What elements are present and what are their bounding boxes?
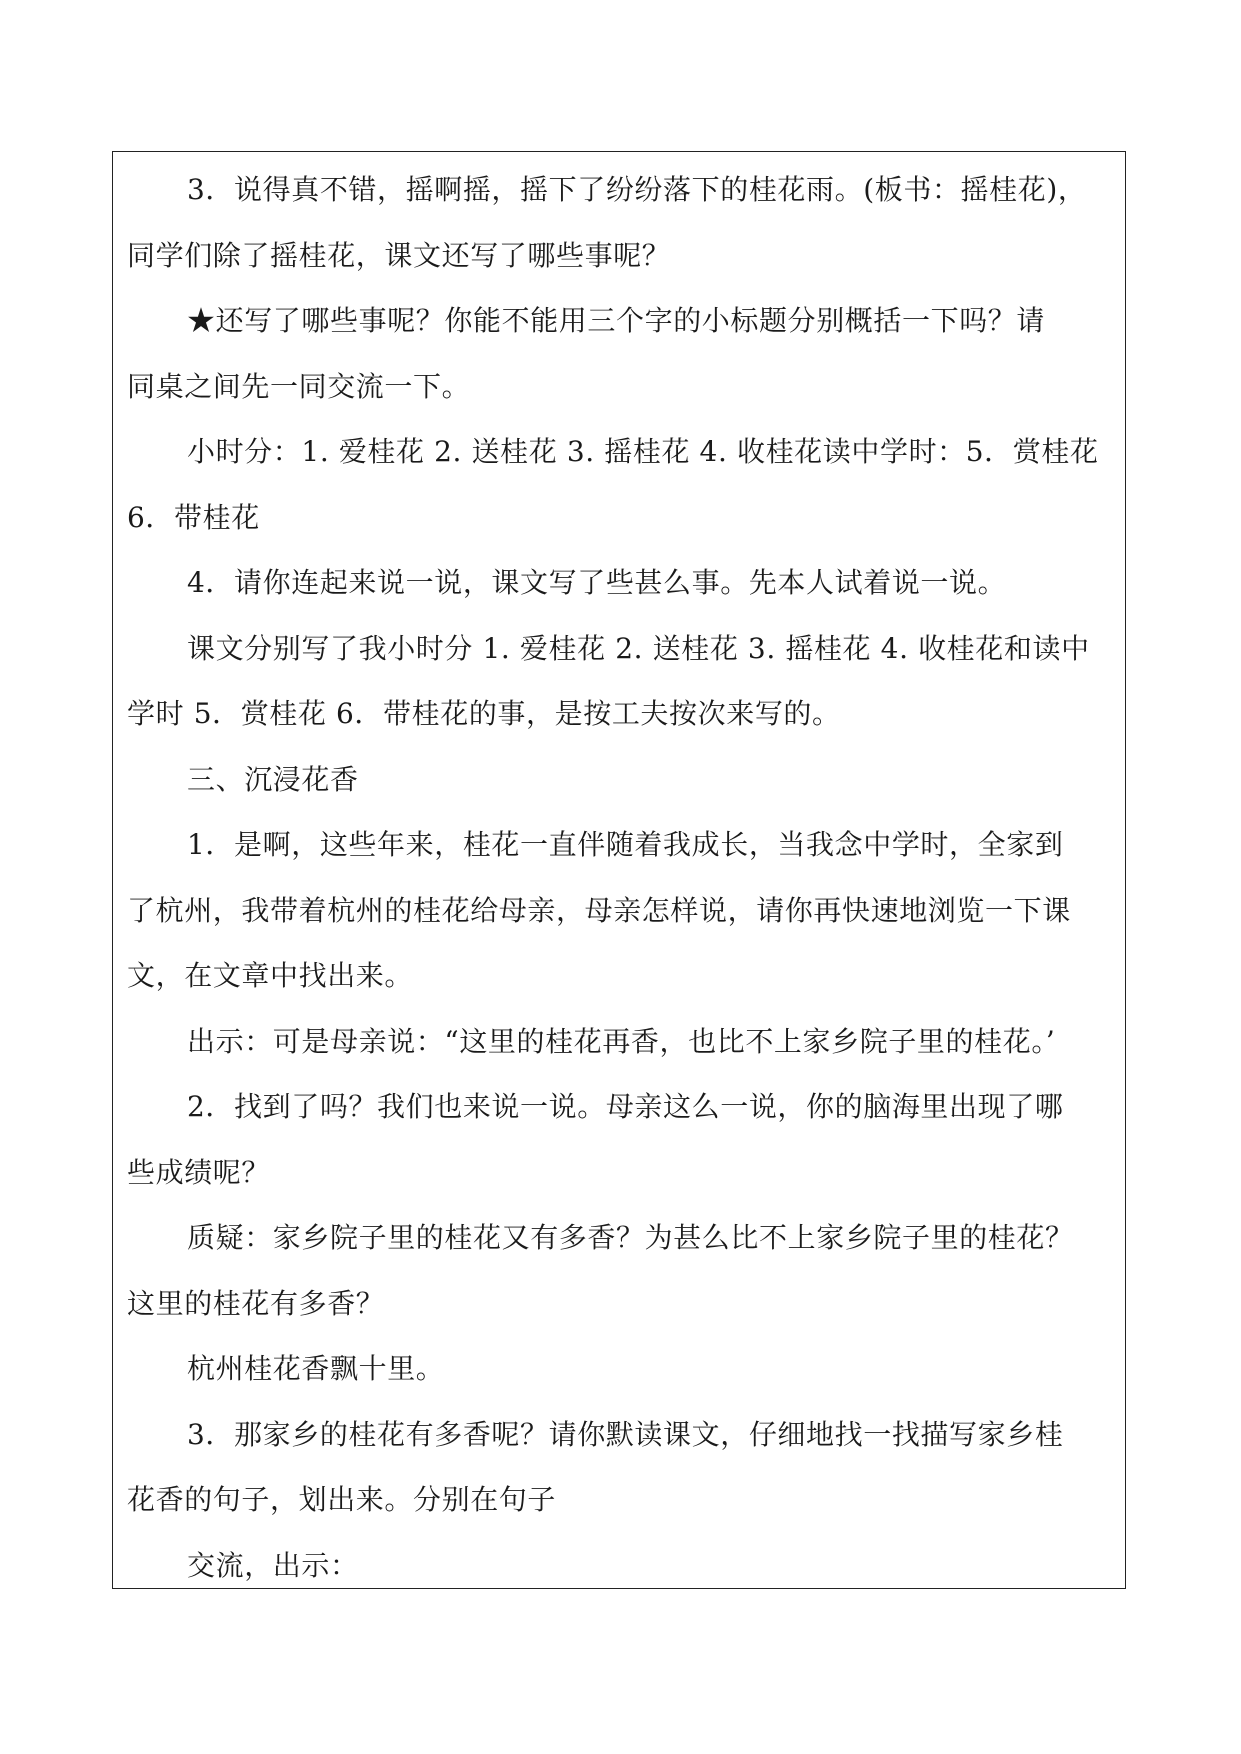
text-line-18: 这里的桂花有多香？ (127, 1286, 385, 1320)
text-line-3: ★还写了哪些事呢？你能不能用三个字的小标题分别概括一下吗？请 (187, 304, 1046, 337)
text-line-9: 学时 5．赏桂花 6．带桂花的事，是按工夫按次来写的。 (127, 697, 841, 730)
text-line-13: 文，在文章中找出来。 (127, 959, 414, 992)
text-line-2: 同学们除了摇桂花，课文还写了哪些事呢？ (127, 238, 671, 272)
text-line-21: 花香的句子，划出来。分别在句子 (127, 1483, 557, 1516)
text-line-19: 杭州桂花香飘十里。 (187, 1352, 445, 1385)
text-line-14: 出示：可是母亲说：“这里的桂花再香，也比不上家乡院子里的桂花。’ (187, 1024, 1056, 1058)
text-line-1: 3．说得真不错，摇啊摇，摇下了纷纷落下的桂花雨。(板书：摇桂花)， (187, 173, 1087, 206)
text-line-6: 6．带桂花 (127, 500, 260, 534)
text-line-11: 1．是啊，这些年来，桂花一直伴随着我成长，当我念中学时，全家到 (187, 828, 1064, 861)
document-frame (112, 151, 1126, 1589)
document-body (127, 170, 1112, 1589)
text-line-17: 质疑：家乡院子里的桂花又有多香？为甚么比不上家乡院子里的桂花？ (187, 1221, 1074, 1254)
text-line-8: 课文分别写了我小时分 1. 爱桂花 2. 送桂花 3. 摇桂花 4. 收桂花和读中 (187, 631, 1090, 665)
text-line-5: 小时分：1. 爱桂花 2. 送桂花 3. 摇桂花 4. 收桂花读中学时：5．赏桂花 (187, 435, 1099, 468)
text-line-20: 3．那家乡的桂花有多香呢？请你默读课文，仔细地找一找描写家乡桂 (187, 1417, 1064, 1451)
text-line-12: 了杭州，我带着杭州的桂花给母亲，母亲怎样说，请你再快速地浏览一下课 (127, 893, 1071, 927)
text-line-15: 2．找到了吗？我们也来说一说。母亲这么一说，你的脑海里出现了哪 (187, 1090, 1064, 1123)
text-line-16: 些成绩呢？ (127, 1155, 271, 1189)
text-line-22: 交流，出示： (187, 1548, 359, 1582)
section-heading: 三、沉浸花香 (187, 762, 359, 796)
text-line-4: 同桌之间先一同交流一下。 (127, 369, 471, 403)
text-line-7: 4．请你连起来说一说，课文写了些甚么事。先本人试着说一说。 (187, 566, 1007, 599)
